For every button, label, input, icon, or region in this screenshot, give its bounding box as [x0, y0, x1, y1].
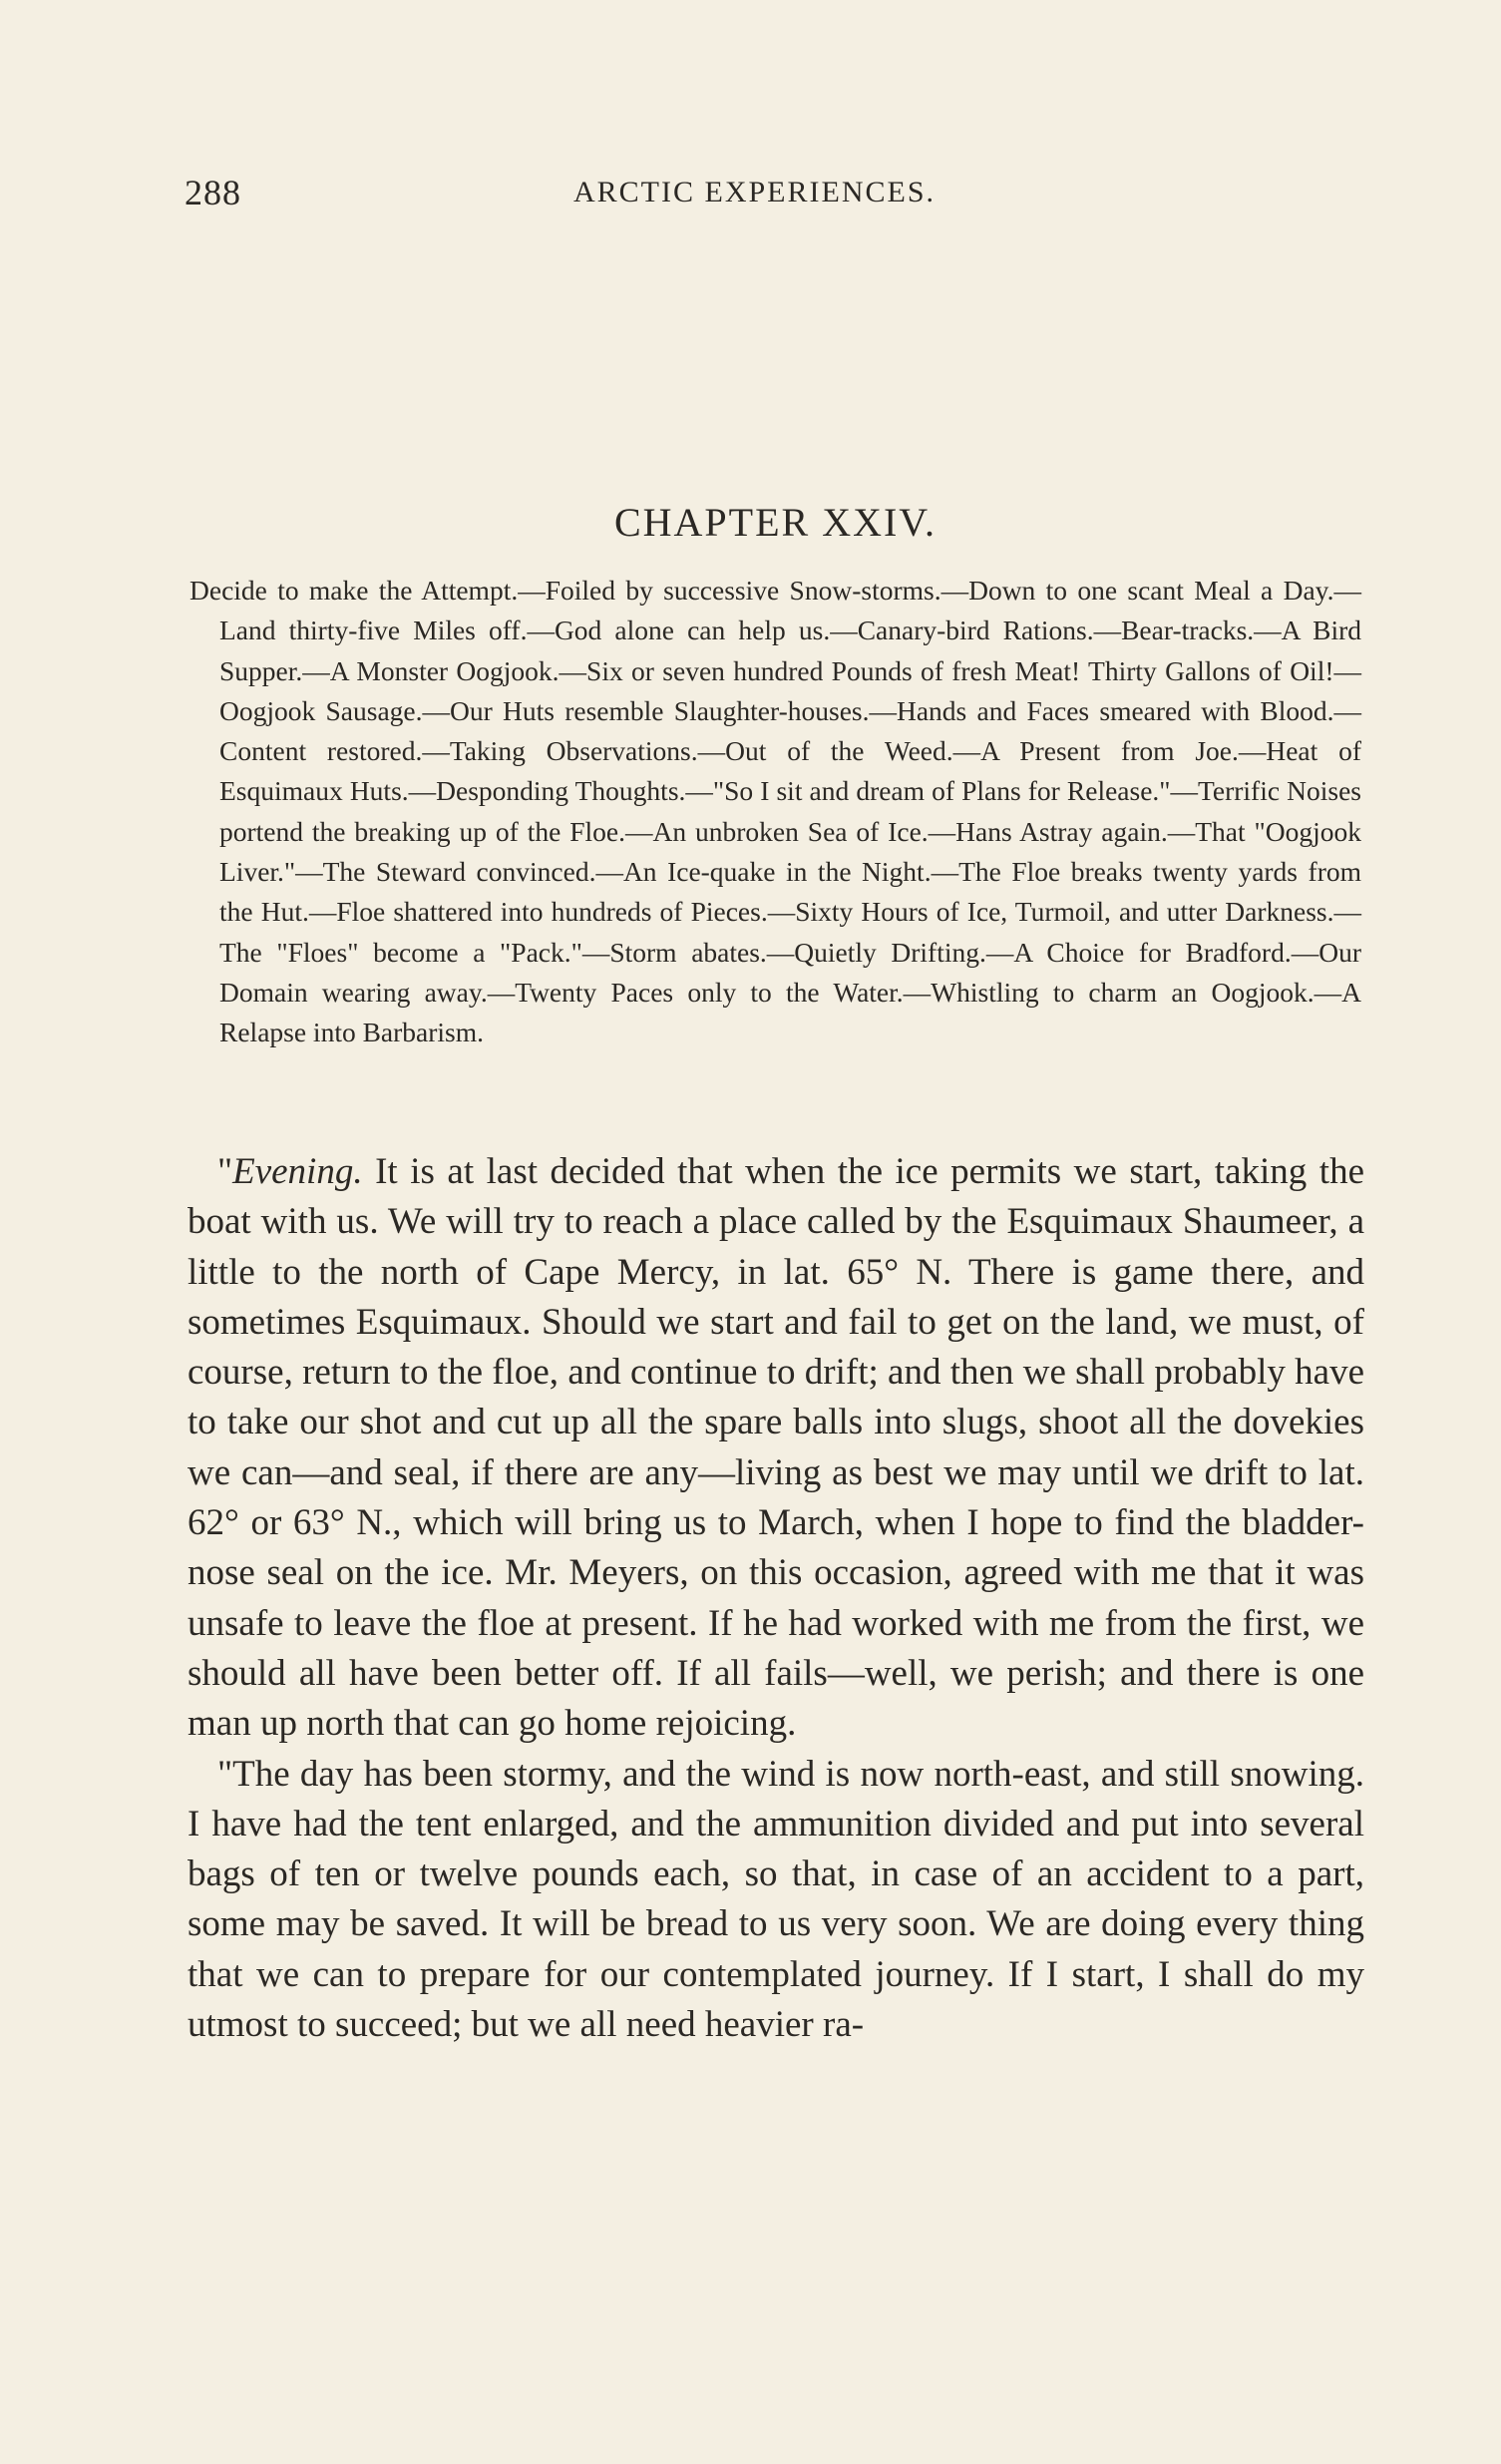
- running-title: ARCTIC EXPERIENCES.: [573, 176, 937, 208]
- entry-lead: Evening.: [232, 1151, 363, 1192]
- paragraph-text: It is at last decided that when the ice permits we start, taking the boat with us. We will try to reach a place called by the Esquimaux Shaumeer, a little to the north of Cape Mercy, in lat. 65° N. There is game there, and sometimes Esquimaux. Should we start and fail to get on the land, we must, of course, return to the floe, and continue to drift; and then we shall probably have to take our shot and cut up all the spare balls into slugs, shoot all the dovekies we can—and seal, if there are any—living as best we may until we drift to lat. 62° or 63° N., which will bring us to March, when I hope to find the bladder-nose seal on the ice. Mr. Meyers, on this occasion, agreed with me that it was unsafe to leave the floe at present. If he had worked with me from the first, we should all have been better off. If all fails—well, we perish; and there is one man up north that can go home rejoicing.: [188, 1151, 1364, 1745]
- body-text: [188, 1147, 1364, 2050]
- paragraph-text: "The day has been stormy, and the wind is now north-east, and still snowing. I have had the tent enlarged, and the ammunition divided and put into several bags of ten or twelve pounds each, so that, in case of an accident to a part, some may be saved. It will be bread to us very soon. We are doing every thing that we can to prepare for our contemplated journey. If I start, I shall do my utmost to succeed; but we all need heavier ra-: [188, 1753, 1364, 2046]
- chapter-title: CHAPTER XXIV.: [613, 500, 938, 545]
- body-paragraph: [188, 1147, 1364, 1750]
- running-head: [185, 172, 1361, 221]
- chapter-synopsis: Decide to make the Attempt.—Foiled by successive Snow-storms.—Down to one scant Meal a Day.—Land thirty-five Miles off.—God alone can help us.—Canary-bird Rations.—Bear-tracks.—A Bird Supper.—A Monster Oogjook.—Six or seven hundred Pounds of fresh Meat! Thirty Gallons of Oil!—Oogjook Sausage.—Our Huts resemble Slaughter-houses.—Hands and Faces smeared with Blood.—Content restored.—Taking Observations.—Out of the Weed.—A Present from Joe.—Heat of Esquimaux Huts.—Desponding Thoughts.—"So I sit and dream of Plans for Release."—Terrific Noises portend the breaking up of the Floe.—An unbroken Sea of Ice.—Hans Astray again.—That "Oogjook Liver."—The Steward convinced.—An Ice-quake in the Night.—The Floe breaks twenty yards from the Hut.—Floe shattered into hundreds of Pieces.—Sixty Hours of Ice, Turmoil, and utter Darkness.—The "Floes" become a "Pack."—Storm abates.—Quietly Drifting.—A Choice for Bradford.—Our Domain wearing away.—Twenty Paces only to the Water.—Whistling to charm an Oogjook.—A Relapse into Barbarism.: [189, 575, 1361, 1048]
- page-number: 288: [185, 173, 241, 212]
- body-paragraph: [188, 1750, 1364, 2051]
- opening-quote: ": [217, 1151, 233, 1192]
